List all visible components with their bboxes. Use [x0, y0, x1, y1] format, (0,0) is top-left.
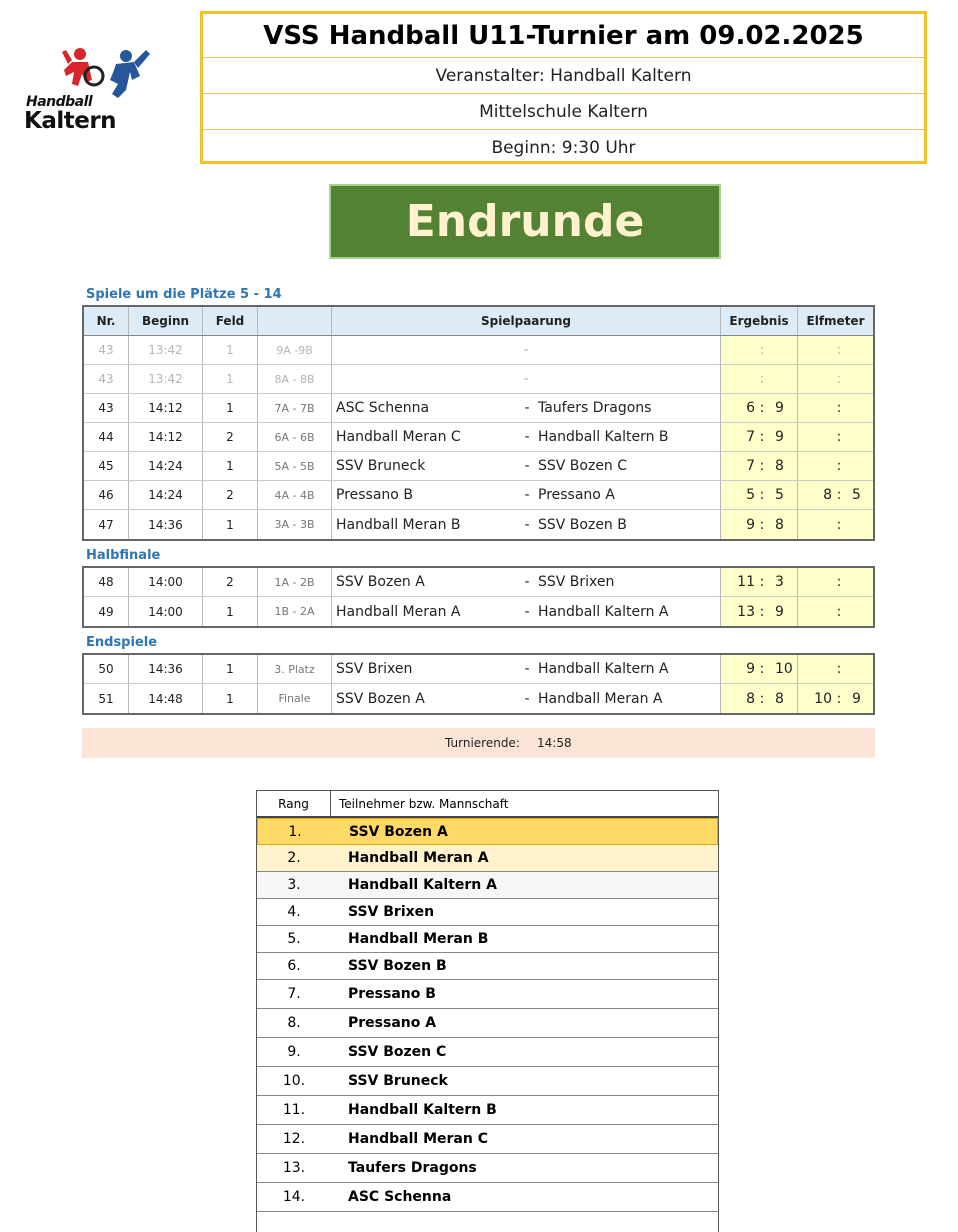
pair-separator: - [524, 574, 530, 590]
game-number: 47 [84, 510, 129, 539]
penalty-colon: : [836, 371, 842, 387]
game-code: 1A - 2B [258, 568, 332, 596]
home-team: SSV Bozen A [336, 690, 425, 707]
game-pairing [332, 423, 721, 451]
table-row [84, 597, 873, 626]
game-penalty [798, 568, 873, 596]
col-code [258, 307, 332, 335]
penalty-colon: : [836, 458, 842, 474]
result-away [769, 342, 797, 358]
game-number: 43 [84, 365, 129, 393]
tournament-header [200, 11, 927, 164]
penalty-colon: : [836, 574, 842, 590]
game-code: 1B - 2A [258, 597, 332, 626]
rank-team: Handball Meran C [348, 1131, 488, 1147]
game-number: 43 [84, 394, 129, 422]
rank-team: SSV Bozen B [348, 958, 447, 974]
game-time: 14:00 [129, 597, 203, 626]
rank-number: 9. [287, 1044, 301, 1060]
rank-number: 7. [287, 986, 301, 1002]
game-time: 14:12 [129, 423, 203, 451]
rank-number: 11. [282, 1102, 306, 1118]
penalty-home [798, 574, 832, 590]
ranking-header-row [257, 791, 718, 818]
game-code: 4A - 4B [258, 481, 332, 509]
rank-number: 1. [288, 823, 302, 840]
game-penalty [798, 481, 873, 509]
rank-team: Handball Meran B [348, 931, 489, 947]
game-code: Finale [258, 684, 332, 713]
table-row [84, 365, 873, 394]
penalty-colon: : [836, 516, 842, 533]
game-time: 14:00 [129, 568, 203, 596]
away-team: Taufers Dragons [538, 400, 652, 416]
ranking-row [257, 1125, 718, 1154]
game-code: 5A - 5B [258, 452, 332, 480]
penalty-away: 5 [852, 487, 861, 503]
game-field: 1 [203, 510, 258, 539]
result-home: 8 [746, 690, 755, 707]
ranking-row [257, 872, 718, 899]
result-away: 9 [775, 400, 784, 416]
club-logo [22, 46, 147, 138]
game-time: 14:24 [129, 481, 203, 509]
penalty-home [798, 458, 832, 474]
pair-separator: - [523, 371, 529, 387]
game-time: 13:42 [129, 336, 203, 364]
penalty-home [798, 604, 832, 620]
game-field: 2 [203, 481, 258, 509]
game-field: 1 [203, 684, 258, 713]
col-team: Teilnehmer bzw. Mannschaft [339, 796, 509, 811]
pair-separator: - [524, 429, 530, 445]
away-team: Handball Meran A [538, 690, 663, 707]
ranking-row [257, 926, 718, 953]
result-home: 6 [746, 400, 755, 416]
penalty-home [798, 400, 832, 416]
penalty-home [798, 342, 832, 358]
game-number: 50 [84, 655, 129, 683]
rank-number: 12. [282, 1131, 306, 1147]
home-team: SSV Bozen A [336, 574, 425, 590]
rank-number: 2. [287, 850, 301, 866]
result-home: 5 [746, 487, 755, 503]
rank-number: 4. [287, 904, 301, 920]
away-team: SSV Bozen B [538, 516, 627, 533]
game-penalty [798, 452, 873, 480]
game-time: 14:12 [129, 394, 203, 422]
ranking-row [257, 1183, 718, 1212]
logo-text-handball: Handball [26, 94, 93, 110]
rank-team: Handball Kaltern A [348, 877, 497, 893]
table-row [84, 394, 873, 423]
game-time: 13:42 [129, 365, 203, 393]
penalty-away [846, 661, 873, 677]
rank-team: Handball Kaltern B [348, 1102, 497, 1118]
result-away: 8 [775, 516, 784, 533]
result-colon: : [759, 603, 765, 620]
game-field: 2 [203, 568, 258, 596]
penalty-away [846, 458, 873, 474]
result-away: 10 [775, 661, 793, 677]
result-colon: : [759, 458, 765, 474]
placement-games-table [82, 305, 875, 541]
col-penalty: Elfmeter [798, 307, 873, 335]
venue-line: Mittelschule Kaltern [203, 94, 924, 130]
game-number: 49 [84, 597, 129, 626]
game-field: 1 [203, 597, 258, 626]
game-field: 2 [203, 423, 258, 451]
penalty-colon: : [836, 429, 842, 445]
penalty-away: 9 [852, 690, 861, 707]
game-result [721, 423, 798, 451]
table-row [84, 452, 873, 481]
result-colon: : [759, 429, 765, 445]
penalty-away [846, 371, 873, 387]
col-feld: Feld [203, 307, 258, 335]
penalty-home [798, 371, 832, 387]
result-home: 9 [746, 516, 755, 533]
game-number: 44 [84, 423, 129, 451]
game-result [721, 655, 798, 683]
ranking-row [257, 1038, 718, 1067]
section-label-places: Spiele um die Plätze 5 - 14 [86, 287, 282, 302]
col-result: Ergebnis [721, 307, 798, 335]
col-nr: Nr. [84, 307, 129, 335]
ranking-row [257, 1154, 718, 1183]
rank-team: SSV Brixen [348, 904, 435, 920]
game-result [721, 365, 798, 393]
game-time: 14:24 [129, 452, 203, 480]
penalty-colon: : [836, 400, 842, 416]
rank-team: Handball Meran A [348, 850, 489, 866]
penalty-home [798, 517, 832, 533]
game-code: 3A - 3B [258, 510, 332, 539]
penalty-home [798, 429, 832, 445]
rank-number: 13. [282, 1160, 306, 1176]
game-field: 1 [203, 365, 258, 393]
game-penalty [798, 394, 873, 422]
game-field: 1 [203, 394, 258, 422]
tournament-end-label: Turnierende: [445, 736, 520, 750]
away-team: SSV Brixen [538, 574, 615, 590]
rank-number: 5. [287, 931, 301, 947]
col-pairing: Spielpaarung [332, 307, 721, 335]
penalty-home: 8 [823, 487, 832, 503]
home-team: SSV Bruneck [336, 458, 426, 474]
semi-games-table [82, 566, 875, 628]
game-result [721, 568, 798, 596]
result-home: 9 [746, 661, 755, 677]
game-field: 1 [203, 336, 258, 364]
result-away: 9 [775, 603, 784, 620]
result-home: 13 [737, 603, 755, 620]
pair-separator: - [524, 690, 530, 707]
rank-team: Taufers Dragons [348, 1160, 477, 1176]
start-line: Beginn: 9:30 Uhr [491, 138, 636, 158]
result-away: 3 [775, 574, 784, 590]
col-beginn: Beginn [129, 307, 203, 335]
ranking-row [257, 1096, 718, 1125]
penalty-away [846, 517, 873, 533]
ranking-row [257, 1067, 718, 1096]
result-away [769, 371, 797, 387]
organizer-line: Veranstalter: Handball Kaltern [203, 58, 924, 94]
home-team: Pressano B [336, 487, 413, 503]
game-field: 1 [203, 452, 258, 480]
result-away: 5 [775, 487, 784, 503]
result-home: 11 [737, 574, 755, 590]
result-colon: : [759, 661, 765, 677]
game-code: 3. Platz [258, 655, 332, 683]
penalty-colon: : [836, 690, 842, 707]
game-time: 14:36 [129, 510, 203, 539]
ranking-row [257, 845, 718, 872]
endrunde-banner [329, 184, 721, 259]
tournament-title: VSS Handball U11-Turnier am 09.02.2025 [203, 14, 924, 58]
pair-separator: - [524, 603, 530, 620]
penalty-away [846, 400, 873, 416]
result-colon: : [759, 690, 765, 707]
result-away: 8 [775, 690, 784, 707]
game-pairing [332, 597, 721, 626]
rank-team: Pressano B [348, 986, 436, 1002]
rank-number: 10. [282, 1073, 306, 1089]
rank-team: Pressano A [348, 1015, 437, 1031]
table-row [84, 481, 873, 510]
table-row [84, 423, 873, 452]
game-number: 45 [84, 452, 129, 480]
table-row [84, 684, 873, 713]
result-home: 7 [746, 458, 755, 474]
logo-text-kaltern: Kaltern [24, 108, 117, 134]
game-number: 43 [84, 336, 129, 364]
away-team: Handball Kaltern A [538, 661, 669, 677]
game-field: 1 [203, 655, 258, 683]
ranking-row [257, 980, 718, 1009]
result-colon: : [759, 574, 765, 590]
result-home: 7 [746, 429, 755, 445]
game-number: 51 [84, 684, 129, 713]
game-number: 46 [84, 481, 129, 509]
result-away: 8 [775, 458, 784, 474]
game-result [721, 597, 798, 626]
game-pairing [332, 394, 721, 422]
away-team: Pressano A [538, 487, 615, 503]
game-code: 6A - 6B [258, 423, 332, 451]
game-result [721, 481, 798, 509]
table-row [84, 655, 873, 684]
game-penalty [798, 336, 873, 364]
game-time: 14:48 [129, 684, 203, 713]
penalty-away [846, 342, 873, 358]
pair-separator: - [524, 661, 530, 677]
result-colon: : [759, 487, 765, 503]
rank-team: SSV Bruneck [348, 1073, 448, 1089]
game-result [721, 510, 798, 539]
game-penalty [798, 510, 873, 539]
game-result [721, 684, 798, 713]
final-ranking-table [256, 790, 719, 1232]
game-penalty [798, 597, 873, 626]
penalty-colon: : [836, 661, 842, 677]
away-team: SSV Bozen C [538, 458, 628, 474]
section-label-semis: Halbfinale [86, 548, 161, 563]
tournament-end-bar [82, 728, 875, 758]
col-rank: Rang [257, 791, 331, 816]
ranking-row [257, 818, 718, 845]
home-team: Handball Meran B [336, 516, 461, 533]
penalty-colon: : [836, 342, 842, 358]
home-team: ASC Schenna [336, 400, 430, 416]
pair-separator: - [524, 487, 530, 503]
banner-text: Endrunde [405, 196, 645, 247]
penalty-away [846, 429, 873, 445]
game-pairing [332, 365, 721, 393]
game-number: 48 [84, 568, 129, 596]
section-label-finals: Endspiele [86, 635, 158, 650]
game-result [721, 394, 798, 422]
rank-number: 14. [282, 1189, 306, 1205]
game-penalty [798, 423, 873, 451]
away-team: Handball Kaltern B [538, 429, 669, 445]
final-games-table [82, 653, 875, 715]
game-time: 14:36 [129, 655, 203, 683]
game-pairing [332, 336, 721, 364]
pair-separator: - [524, 400, 530, 416]
game-pairing [332, 684, 721, 713]
result-colon: : [759, 342, 765, 358]
result-colon: : [759, 400, 765, 416]
pair-separator: - [524, 458, 530, 474]
rank-team: SSV Bozen C [348, 1044, 447, 1060]
penalty-colon: : [836, 487, 842, 503]
game-pairing [332, 510, 721, 539]
game-pairing [332, 452, 721, 480]
rank-number: 8. [287, 1015, 301, 1031]
pair-separator: - [524, 516, 530, 533]
game-code: 7A - 7B [258, 394, 332, 422]
table-row [84, 568, 873, 597]
result-colon: : [759, 516, 765, 533]
penalty-home: 10 [814, 690, 832, 707]
ranking-row [257, 1009, 718, 1038]
rank-team: ASC Schenna [348, 1189, 452, 1205]
game-penalty [798, 684, 873, 713]
game-result [721, 336, 798, 364]
game-result [721, 452, 798, 480]
result-home [721, 371, 755, 387]
pair-separator: - [523, 342, 529, 358]
away-team: Handball Kaltern A [538, 603, 669, 620]
rank-number: 6. [287, 958, 301, 974]
result-home [721, 342, 755, 358]
game-pairing [332, 481, 721, 509]
home-team: Handball Meran C [336, 429, 461, 445]
game-code: 9A -9B [258, 336, 332, 364]
penalty-home [798, 661, 832, 677]
table-row [84, 510, 873, 539]
table-row [84, 336, 873, 365]
penalty-away [846, 604, 873, 620]
home-team: Handball Meran A [336, 603, 461, 620]
game-code: 8A - 8B [258, 365, 332, 393]
game-penalty [798, 655, 873, 683]
table-header-row [84, 307, 873, 336]
penalty-away [846, 574, 873, 590]
ranking-row [257, 899, 718, 926]
penalty-colon: : [836, 603, 842, 620]
game-penalty [798, 365, 873, 393]
home-team: SSV Brixen [336, 661, 413, 677]
rank-team: SSV Bozen A [349, 823, 448, 840]
result-colon: : [759, 371, 765, 387]
tournament-end-time: 14:58 [537, 736, 572, 750]
ranking-row [257, 953, 718, 980]
game-pairing [332, 568, 721, 596]
game-pairing [332, 655, 721, 683]
result-away: 9 [775, 429, 784, 445]
rank-number: 3. [287, 877, 301, 893]
